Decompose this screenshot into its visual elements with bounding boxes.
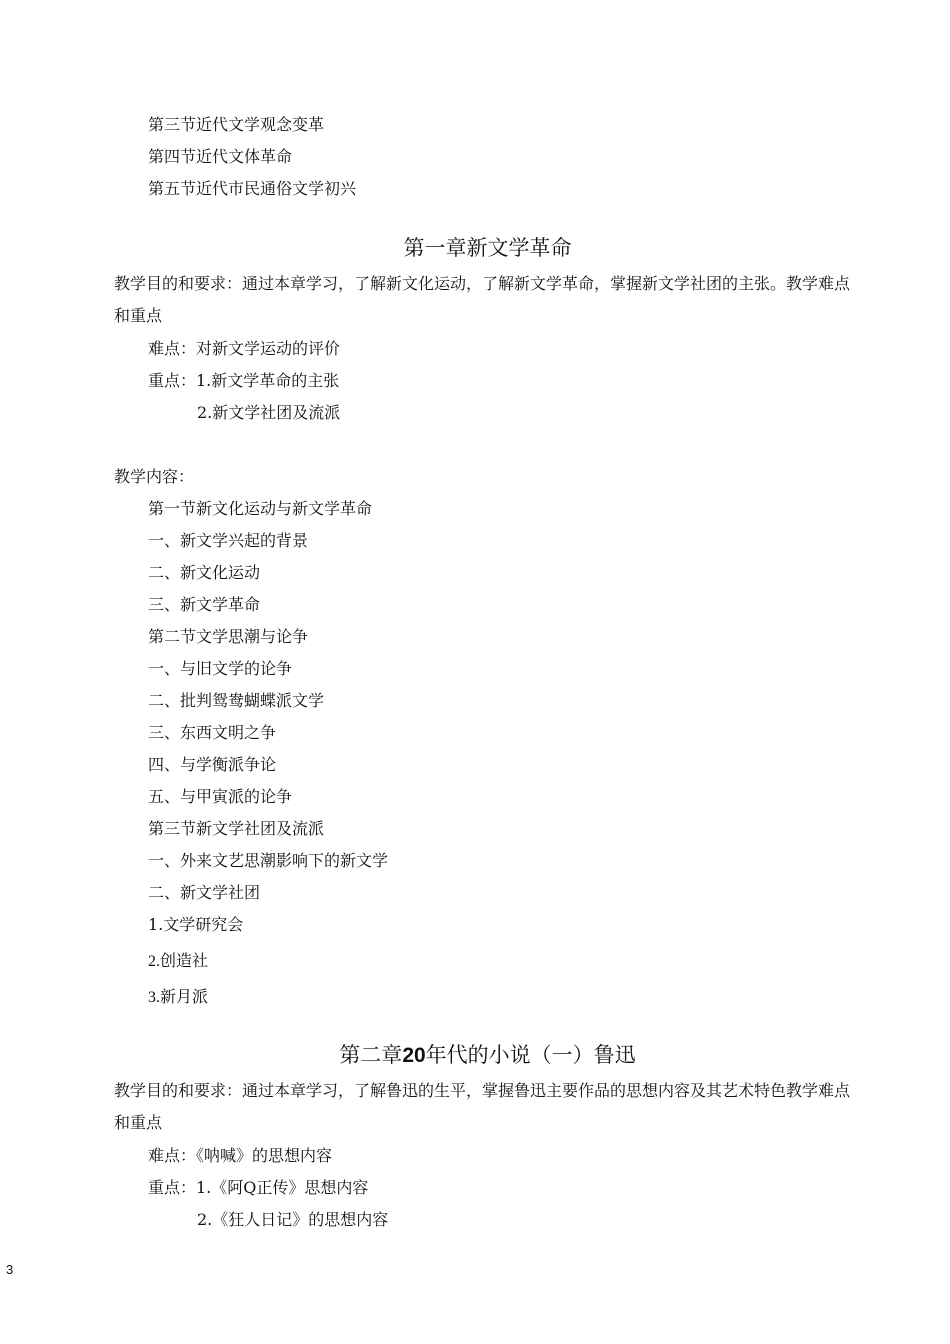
content-item: 一、新文学兴起的背景	[148, 531, 309, 550]
content-item: 二、批判鸳鸯蝴蝶派文学	[148, 691, 325, 710]
chapter-2-objectives: 教学目的和要求：通过本章学习，了解鲁迅的生平，掌握鲁迅主要作品的思想内容及其艺术特色教学难点和重点	[114, 1081, 851, 1132]
chapter-1-objectives: 教学目的和要求：通过本章学习，了解新文化运动，了解新文学革命，掌握新文学社团的主张。教学难点和重点	[114, 274, 851, 325]
chapter-2-title: 第二章20年代的小说（一）鲁迅	[339, 1043, 636, 1067]
content-label: 教学内容：	[114, 467, 195, 486]
content-item: 一、与旧文学的论争	[148, 659, 293, 678]
content-item: 2.创造社	[148, 953, 209, 970]
content-item: 第三节新文学社团及流派	[148, 819, 325, 838]
content-item: 三、新文学革命	[148, 595, 261, 614]
content-item: 第一节新文化运动与新文学革命	[148, 499, 373, 518]
content-item: 三、东西文明之争	[148, 723, 277, 742]
page-number: 3	[6, 1262, 14, 1277]
section-line: 第三节近代文学观念变革	[148, 115, 325, 134]
chapter-1-key-2: 2.新文学社团及流派	[197, 403, 341, 422]
content-item: 二、新文化运动	[148, 563, 261, 582]
section-line: 第四节近代文体革命	[148, 147, 293, 166]
chapter-1-key-1: 重点：1.新文学革命的主张	[148, 371, 340, 390]
chapter-1-difficulty: 难点：对新文学运动的评价	[148, 339, 341, 358]
chapter-2-key-2: 2.《狂人日记》的思想内容	[197, 1210, 389, 1229]
content-item: 一、外来文艺思潮影响下的新文学	[148, 851, 389, 870]
chapter-1-title: 第一章新文学革命	[403, 236, 572, 260]
content-item: 五、与甲寅派的论争	[148, 787, 293, 806]
content-item: 四、与学衡派争论	[148, 755, 277, 774]
content-item: 1.文学研究会	[148, 915, 244, 934]
chapter-2-difficulty: 难点：《呐喊》的思想内容	[148, 1146, 333, 1165]
chapter-2-key-1: 重点：1.《阿Q正传》思想内容	[148, 1178, 369, 1197]
content-item: 3.新月派	[148, 989, 209, 1006]
content-item: 二、新文学社团	[148, 883, 261, 902]
content-item: 第二节文学思潮与论争	[148, 627, 309, 646]
section-line: 第五节近代市民通俗文学初兴	[148, 179, 357, 198]
